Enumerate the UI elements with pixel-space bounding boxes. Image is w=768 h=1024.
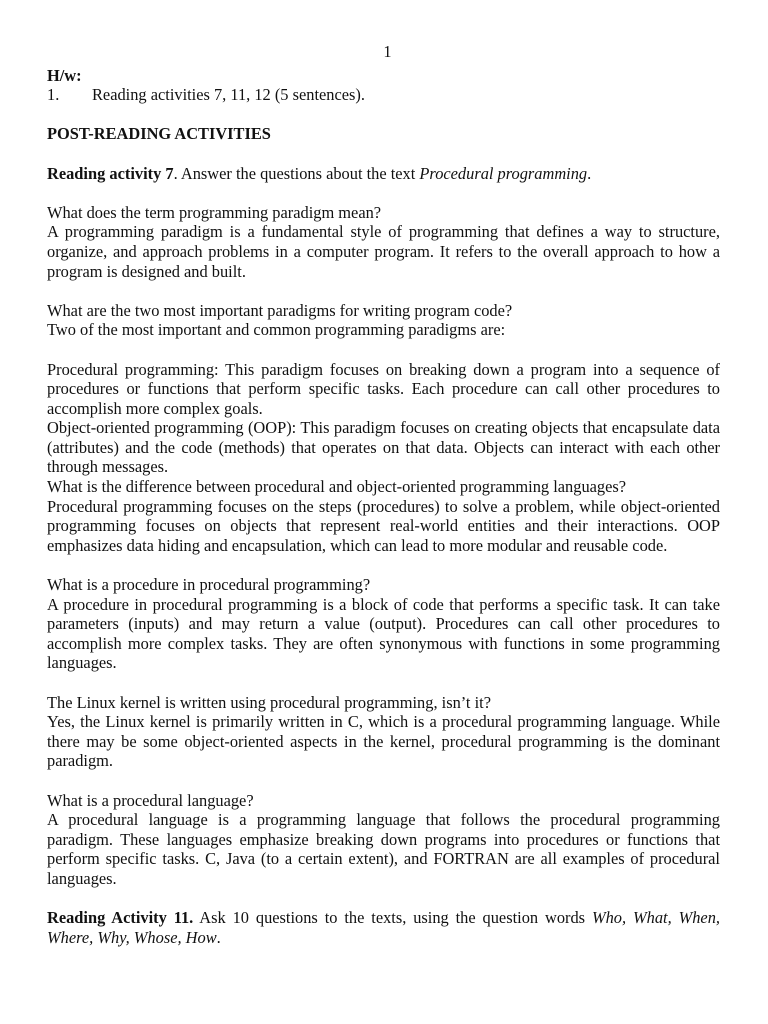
activity-7-label: Reading activity 7 xyxy=(47,163,174,183)
question-3: What is the difference between procedural and object-oriented programming languages? xyxy=(47,477,627,497)
activity-11-end: . xyxy=(216,927,221,947)
document-page xyxy=(47,42,720,947)
question-2: What are the two most important paradigms for writing program code? xyxy=(47,300,513,320)
homework-item-text: Reading activities 7, 11, 12 (5 sentences). xyxy=(92,85,365,105)
answer-1: A programming paradigm is a fundamental style of programming that defines a way to structure, organize, and approach problems in a computer program. It refers to the overall approach to how a program is designed and built. xyxy=(47,222,720,281)
activity-7-end: . xyxy=(587,163,592,183)
answer-2-oop: Object-oriented programming (OOP): This paradigm focuses on creating objects that encapsulate data (attributes) and the code (methods) that operates on that data. Objects can interact with each other through messages. xyxy=(47,418,720,477)
answer-2: Two of the most important and common programming paradigms are: xyxy=(47,320,506,340)
section-title: POST-READING ACTIVITIES xyxy=(47,124,271,144)
question-6: What is a procedural language? xyxy=(47,790,254,810)
activity-7-paragraph xyxy=(47,164,720,184)
answer-4: A procedure in procedural programming is a block of code that performs a specific task. It can take parameters (inputs) and may return a value (output). Procedures can call other procedures to accomplish more complex tasks. They are often synonymous with functions in some programming languages. xyxy=(47,594,720,673)
homework-heading: H/w: xyxy=(47,65,82,85)
homework-item xyxy=(47,85,720,105)
answer-5: Yes, the Linux kernel is primarily written in C, which is a procedural programming language. While there may be some object-oriented aspects in the kernel, procedural programming is the dominant paradigm. xyxy=(47,712,720,771)
question-4: What is a procedure in procedural programming? xyxy=(47,575,371,595)
activity-11-instruction: Ask 10 questions to the texts, using the question words xyxy=(193,908,592,928)
question-1: What does the term programming paradigm mean? xyxy=(47,202,382,222)
answer-3: Procedural programming focuses on the steps (procedures) to solve a problem, while object-oriented programming focuses on objects that represent real-world entities and their interactions. OOP emphasizes data hiding and encapsulation, which can lead to more modular and reusable code. xyxy=(47,496,720,555)
answer-2-procedural: Procedural programming: This paradigm focuses on breaking down a program into a sequence of procedures or functions that perform specific tasks. Each procedure can call other procedures to accomplish more complex goals. xyxy=(47,359,720,418)
homework-item-number: 1. xyxy=(47,85,60,105)
activity-11-label: Reading Activity 11. xyxy=(47,908,194,928)
activity-11-paragraph xyxy=(47,908,720,947)
activity-7-instruction: . Answer the questions about the text xyxy=(173,163,420,183)
question-5: The Linux kernel is written using procedural programming, isn’t it? xyxy=(47,692,491,712)
page-number: 1 xyxy=(383,42,392,61)
activity-7-text-title: Procedural programming xyxy=(419,163,588,183)
activity-11-question-words: Who, What, When, Where, Why, Whose, How xyxy=(47,908,720,947)
answer-6: A procedural language is a programming language that follows the procedural programming paradigm. These languages emphasize breaking down programs into procedures or functions that perform specific tasks. C, Java (to a certain extent), and FORTRAN are all examples of procedural languages. xyxy=(47,810,720,888)
